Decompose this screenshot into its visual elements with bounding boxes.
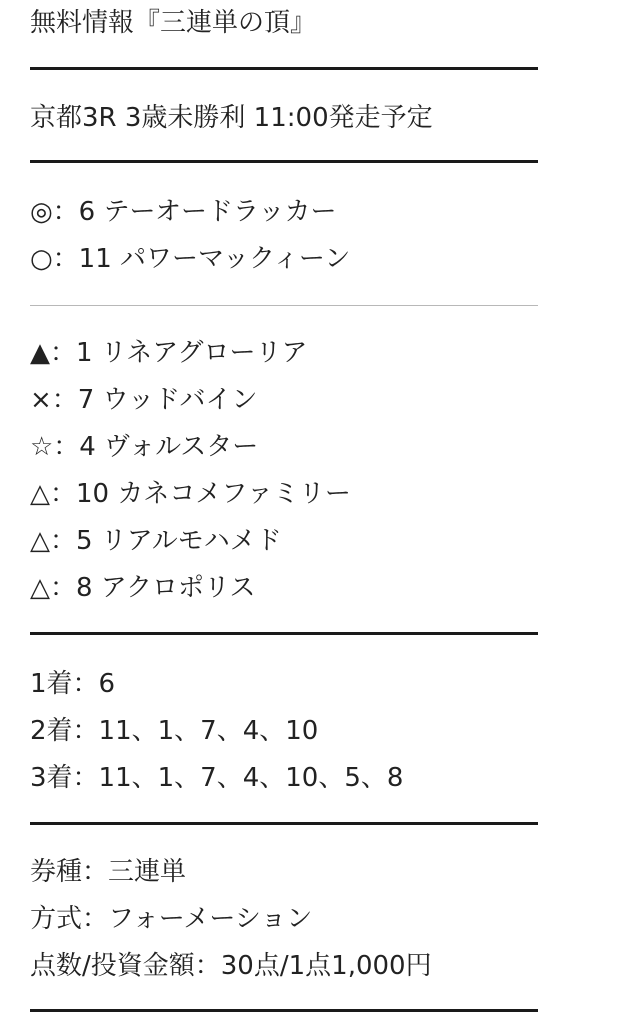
- pick-batsu: ×：7 ウッドバイン: [30, 385, 258, 415]
- section-divider: [30, 160, 538, 163]
- formation-first: 1着：6: [30, 669, 116, 699]
- ticket-type: 券種：三連単: [30, 857, 187, 887]
- section-divider: [30, 632, 538, 635]
- pick-honmei: ◎：6 テーオードラッカー: [30, 197, 337, 227]
- pick-hoshi: ☆：4 ヴォルスター: [30, 432, 259, 462]
- formation-second: 2着：11、1、7、4、10: [30, 716, 319, 746]
- section-divider: [30, 822, 538, 825]
- pick-renshita: △：10 カネコメファミリー: [30, 479, 351, 509]
- ticket-method: 方式：フォーメーション: [30, 904, 313, 934]
- section-divider: [30, 67, 538, 70]
- race-info: 京都3R 3歳未勝利 11:00発走予定: [30, 103, 433, 133]
- pick-renshita: △：8 アクロポリス: [30, 573, 256, 603]
- section-divider: [30, 1009, 538, 1012]
- thin-divider: [30, 305, 538, 306]
- formation-third: 3着：11、1、7、4、10、5、8: [30, 763, 404, 793]
- ticket-points: 点数/投資金額：30点/1点1,000円: [30, 951, 432, 981]
- pick-taikou: ○：11 パワーマックィーン: [30, 244, 351, 274]
- pick-tanana: ▲：1 リネアグローリア: [30, 338, 308, 368]
- article-title: 無料情報『三連単の頂』: [30, 8, 317, 38]
- pick-renshita: △：5 リアルモハメド: [30, 526, 282, 556]
